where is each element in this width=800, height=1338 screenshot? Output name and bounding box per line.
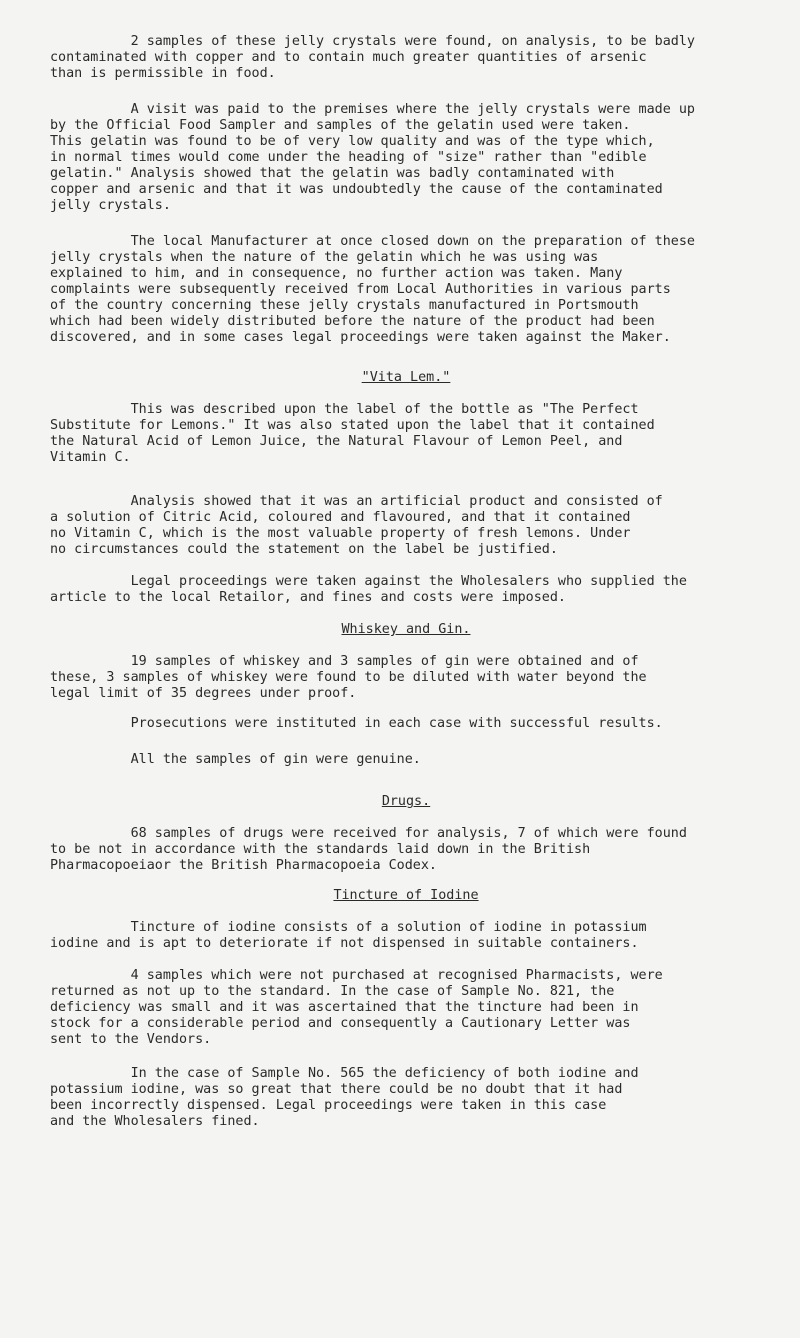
text-line: jelly crystals. <box>50 198 171 213</box>
text-line: article to the local Retailor, and fines and costs were imposed. <box>50 590 566 605</box>
text-line: discovered, and in some cases legal proceedings were taken against the Maker. <box>50 330 671 345</box>
paragraph-sample-565 <box>50 1066 762 1130</box>
paragraph-manufacturer <box>50 234 762 346</box>
text-line: jelly crystals when the nature of the gelatin which he was using was <box>50 250 599 265</box>
section-heading-vita-lem: "Vita Lem." <box>361 370 451 385</box>
paragraph-vita-lem-proceedings <box>50 574 762 606</box>
text-line: and the Wholesalers fined. <box>50 1114 260 1129</box>
text-line: Substitute for Lemons." It was also stated upon the label that it contained <box>50 418 655 433</box>
paragraph-vita-lem-label <box>50 402 762 466</box>
text-line: The local Manufacturer at once closed down on the preparation of these <box>50 234 695 249</box>
paragraph-sample-821 <box>50 968 762 1048</box>
text-line: copper and arsenic and that it was undoubtedly the cause of the contaminated <box>50 182 663 197</box>
text-line: All the samples of gin were genuine. <box>50 752 421 767</box>
text-line: This was described upon the label of the bottle as "The Perfect <box>50 402 639 417</box>
text-line: sent to the Vendors. <box>50 1032 212 1047</box>
text-line: stock for a considerable period and consequently a Cautionary Letter was <box>50 1016 631 1031</box>
paragraph-vita-lem-analysis <box>50 494 762 558</box>
text-line: complaints were subsequently received from Local Authorities in various parts <box>50 282 671 297</box>
text-line: potassium iodine, was so great that there could be no doubt that it had <box>50 1082 623 1097</box>
text-line: a solution of Citric Acid, coloured and flavoured, and that it contained <box>50 510 631 525</box>
text-line: gelatin." Analysis showed that the gelatin was badly contaminated with <box>50 166 615 181</box>
text-line: no circumstances could the statement on the label be justified. <box>50 542 558 557</box>
text-line: the Natural Acid of Lemon Juice, the Natural Flavour of Lemon Peel, and <box>50 434 623 449</box>
text-line: by the Official Food Sampler and samples of the gelatin used were taken. <box>50 118 631 133</box>
text-line: been incorrectly dispensed. Legal proceedings were taken in this case <box>50 1098 607 1113</box>
text-line: of the country concerning these jelly crystals manufactured in Portsmouth <box>50 298 639 313</box>
section-heading-tincture-of-iodine: Tincture of Iodine <box>333 888 479 903</box>
paragraph-tincture-definition <box>50 920 762 952</box>
text-line: Tincture of iodine consists of a solution of iodine in potassium <box>50 920 647 935</box>
text-line: no Vitamin C, which is the most valuable property of fresh lemons. Under <box>50 526 631 541</box>
paragraph-drugs-samples <box>50 826 762 874</box>
text-line: This gelatin was found to be of very low quality and was of the type which, <box>50 134 655 149</box>
text-line: Vitamin C. <box>50 450 131 465</box>
section-heading-drugs: Drugs. <box>381 794 431 809</box>
text-line: which had been widely distributed before the nature of the product had been <box>50 314 655 329</box>
text-line: 68 samples of drugs were received for analysis, 7 of which were found <box>50 826 687 841</box>
text-line: contaminated with copper and to contain much greater quantities of arsenic <box>50 50 647 65</box>
text-line: these, 3 samples of whiskey were found to be diluted with water beyond the <box>50 670 647 685</box>
text-line: Analysis showed that it was an artificial product and consisted of <box>50 494 663 509</box>
section-heading-whiskey-gin: Whiskey and Gin. <box>341 622 471 637</box>
text-line: 2 samples of these jelly crystals were found, on analysis, to be badly <box>50 34 695 49</box>
text-line: in normal times would come under the heading of "size" rather than "edible <box>50 150 647 165</box>
text-line: explained to him, and in consequence, no further action was taken. Many <box>50 266 623 281</box>
paragraph-jelly-contamination <box>50 34 762 82</box>
text-line: to be not in accordance with the standards laid down in the British <box>50 842 591 857</box>
text-line: 4 samples which were not purchased at recognised Pharmacists, were <box>50 968 663 983</box>
paragraph-premises-visit <box>50 102 762 214</box>
text-line: than is permissible in food. <box>50 66 276 81</box>
text-line: Legal proceedings were taken against the Wholesalers who supplied the <box>50 574 687 589</box>
paragraph-whiskey-gin-samples <box>50 654 762 702</box>
text-line: iodine and is apt to deteriorate if not dispensed in suitable containers. <box>50 936 639 951</box>
text-line: In the case of Sample No. 565 the deficiency of both iodine and <box>50 1066 639 1081</box>
text-line: deficiency was small and it was ascertained that the tincture had been in <box>50 1000 639 1015</box>
paragraph-gin-genuine <box>50 752 762 768</box>
text-line: Pharmacopoeiaor the British Pharmacopoeia Codex. <box>50 858 437 873</box>
text-line: legal limit of 35 degrees under proof. <box>50 686 357 701</box>
paragraph-prosecutions <box>50 716 762 732</box>
text-line: returned as not up to the standard. In the case of Sample No. 821, the <box>50 984 615 999</box>
text-line: A visit was paid to the premises where the jelly crystals were made up <box>50 102 695 117</box>
text-line: 19 samples of whiskey and 3 samples of gin were obtained and of <box>50 654 639 669</box>
text-line: Prosecutions were instituted in each case with successful results. <box>50 716 663 731</box>
